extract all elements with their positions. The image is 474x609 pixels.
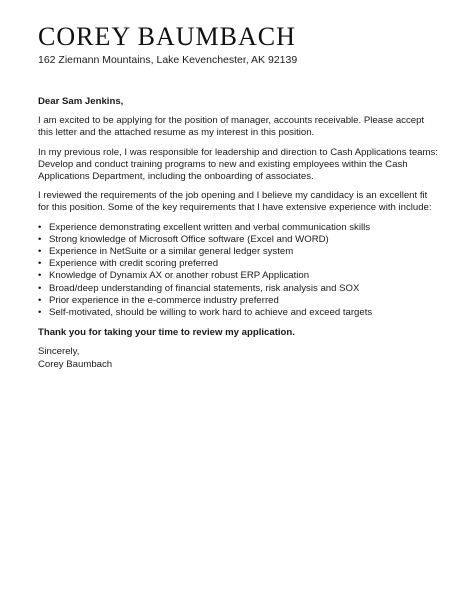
signature-name: Corey Baumbach — [38, 358, 113, 370]
applicant-address: 162 Ziemann Mountains, Lake Kevenchester, AK 92139 — [38, 54, 298, 66]
requirements-list — [38, 222, 438, 320]
list-item: • Knowledge of Dynamix AX or another robust ERP Application — [38, 270, 438, 282]
list-item: • Prior experience in the e-commerce industry preferred — [38, 295, 438, 307]
letter-body — [38, 96, 438, 371]
thank-you-line: Thank you for taking your time to review my application. — [38, 327, 295, 339]
requirements-intro-paragraph: I reviewed the requirements of the job opening and I believe my candidacy is an excellent fit for this position. Some of the key requirements that I have extensive experience with include: — [38, 190, 432, 214]
salutation: Dear Sam Jenkins, — [38, 96, 124, 107]
list-item: • Experience in NetSuite or a similar general ledger system — [38, 246, 438, 258]
intro-paragraph: I am excited to be applying for the position of manager, accounts receivable. Please accept this letter and the attached resume as my interest in this position. — [38, 115, 425, 139]
list-item: • Experience with credit scoring preferred — [38, 258, 438, 270]
experience-paragraph: In my previous role, I was responsible for leadership and direction to Cash Applications teams: Develop and conduct training programs to new and existing employees within the Cash Applications Department, including the onboarding of associates. — [38, 146, 438, 183]
list-item: • Strong knowledge of Microsoft Office software (Excel and WORD) — [38, 234, 438, 246]
applicant-name: COREY BAUMBACH — [38, 22, 296, 51]
list-item: • Experience demonstrating excellent written and verbal communication skills — [38, 222, 438, 234]
closing: Sincerely, — [38, 346, 80, 358]
list-item: • Self-motivated, should be willing to work hard to achieve and exceed targets — [38, 307, 438, 319]
list-item: • Broad/deep understanding of financial statements, risk analysis and SOX — [38, 283, 438, 295]
